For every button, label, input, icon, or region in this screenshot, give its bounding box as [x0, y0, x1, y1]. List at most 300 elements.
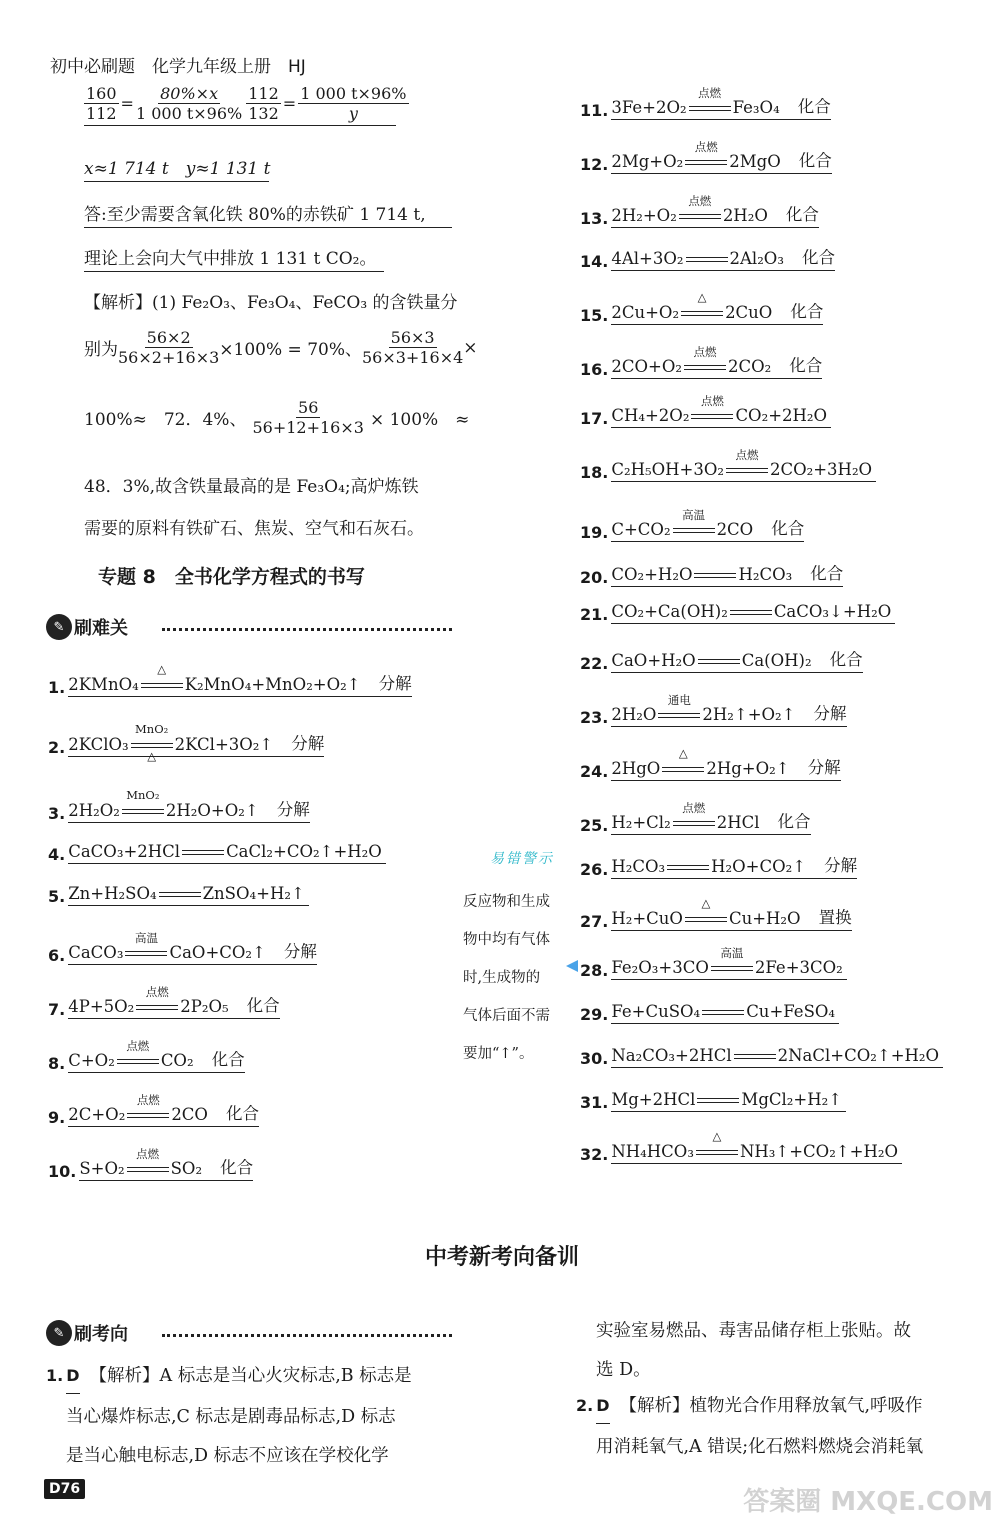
equation-row: [580, 852, 857, 879]
note-title: 易错警示: [490, 851, 554, 867]
equation-number: 3.: [48, 804, 66, 823]
equation-body: [611, 345, 823, 379]
reaction-equals: [682, 345, 728, 376]
equation-number: 21.: [580, 605, 609, 624]
reaction-equals: [679, 290, 725, 322]
reaction-condition: 高温: [720, 946, 744, 960]
reactants: 2H₂O₂: [68, 801, 120, 820]
equals-sign: =: [120, 94, 134, 113]
reactants: 2CO+O₂: [611, 357, 682, 376]
page-header: 初中必刷题 化学九年级上册 HJ: [50, 57, 306, 77]
equation-body: [611, 1002, 839, 1024]
reaction-condition: 高温: [682, 508, 706, 522]
answer-line-2: 理论上会向大气中排放 1 131 t CO₂。: [84, 244, 384, 272]
equation-body: [611, 1090, 846, 1112]
equation-number: 15.: [580, 306, 609, 325]
q1-cont-line: 实验室易燃品、毒害品储存柜上张贴。故: [596, 1321, 911, 1341]
equation-body: [68, 1039, 245, 1073]
products: 2Fe+3CO₂: [754, 958, 843, 977]
products: H₂CO₃: [738, 565, 793, 584]
equation-body: [611, 602, 895, 624]
reaction-condition: 通电: [667, 693, 691, 707]
products: 2Hg+O₂↑: [706, 759, 790, 778]
reaction-equals: [724, 448, 770, 479]
denominator: 1 000 t×96%: [135, 104, 243, 123]
q1-text: 【解析】A 标志是当心火灾标志,B 标志是: [89, 1366, 412, 1386]
products: 2H₂↑+O₂↑: [702, 705, 796, 724]
reaction-type: 置换: [818, 908, 852, 927]
reactants: 2HgO: [611, 759, 661, 778]
watermark: 答案圈 MXQE.COM: [743, 1487, 993, 1517]
fraction: [298, 84, 408, 123]
equation-body: [68, 722, 325, 763]
equation-row: [580, 560, 843, 587]
reactants: 2Cu+O₂: [611, 303, 680, 322]
note-line: 要加“↑”。: [463, 1046, 534, 1062]
fraction: [84, 84, 119, 123]
reaction-type: 化合: [785, 205, 819, 224]
reaction-equals: [671, 801, 717, 832]
section-badge-hard: [46, 614, 128, 640]
reaction-condition: 点燃: [735, 448, 759, 462]
reactants: CH₄+2O₂: [611, 406, 690, 425]
equation-body: [611, 896, 852, 931]
equation-number: 4.: [48, 845, 66, 864]
products: 2CuO: [725, 303, 773, 322]
answer-letter: D: [596, 1390, 609, 1424]
reaction-type: 化合: [797, 97, 831, 116]
reactants: NH₄HCO₃: [611, 1142, 694, 1161]
note-line: 气体后面不需: [463, 1008, 550, 1024]
q1-line: 是当心触电标志,D 标志不应该在学校化学: [66, 1446, 389, 1466]
reaction-equals: [671, 508, 717, 539]
reaction-condition: △: [697, 290, 707, 304]
analysis-line-5: 需要的原料有铁矿石、焦炭、空气和石灰石。: [84, 519, 424, 539]
reaction-type: 化合: [801, 248, 835, 267]
answer-line-1: 答:至少需要含氧化铁 80%的赤铁矿 1 714 t,: [84, 200, 452, 228]
section-badge-exam: [46, 1320, 128, 1346]
equation-number: 14.: [580, 252, 609, 271]
products: Fe₃O₄: [732, 98, 780, 117]
reactants: C+O₂: [68, 1051, 115, 1070]
products: 2H₂O: [722, 206, 768, 225]
products: ZnSO₄+H₂↑: [202, 884, 305, 903]
equation-row: [48, 1093, 259, 1127]
q2-text: 【解析】植物光合作用释放氧气,呼吸作: [619, 1396, 923, 1416]
analysis-line-2: [84, 328, 478, 367]
analysis-line-4: 48．3%,故含铁量最高的是 Fe₃O₄;高炉炼铁: [84, 477, 419, 497]
equation-number: 11.: [580, 101, 609, 120]
reaction-equals: [695, 1091, 741, 1109]
equation-row: [580, 140, 832, 174]
reactants: H₂+Cl₂: [611, 813, 671, 832]
products: CaCl₂+CO₂↑+H₂O: [226, 842, 382, 861]
calc-result: x≈1 714 t y≈1 131 t: [84, 154, 269, 182]
reaction-equals: [694, 1129, 740, 1161]
equation-row: [580, 746, 841, 781]
products: Ca(OH)₂: [741, 651, 812, 670]
products: 2MgO: [729, 152, 781, 171]
proportion-equations: [84, 84, 407, 126]
dotted-divider: [162, 628, 452, 631]
equation-number: 20.: [580, 568, 609, 587]
numerator: 56×3: [390, 328, 435, 347]
fraction: [136, 84, 242, 123]
equation-body: [611, 746, 841, 781]
reaction-type: 化合: [211, 1050, 245, 1069]
equation-body: [68, 662, 412, 697]
equation-body: [611, 946, 846, 980]
equation-number: 32.: [580, 1145, 609, 1164]
equation-number: 10.: [48, 1162, 77, 1181]
section-title: 中考新考向备训: [425, 1245, 580, 1270]
reactants: 2H₂+O₂: [611, 206, 677, 225]
products: 2CO: [716, 520, 754, 539]
reactants: Na₂CO₃+2HCl: [611, 1046, 732, 1065]
reaction-type: 化合: [771, 519, 805, 538]
equation-body: [611, 693, 847, 727]
reaction-equals: [115, 1039, 161, 1070]
reactants: C₂H₅OH+3O₂: [611, 460, 724, 479]
products: CaCO₃↓+H₂O: [773, 602, 892, 621]
equation-row: [580, 290, 824, 325]
equation-number: 5.: [48, 887, 66, 906]
equation-number: 16.: [580, 360, 609, 379]
reaction-equals: [125, 1093, 171, 1124]
reaction-equals: [180, 843, 226, 861]
equation-number: 25.: [580, 816, 609, 835]
error-note: [463, 888, 571, 1068]
equation-body: [611, 194, 819, 228]
reaction-condition-below: △: [147, 749, 157, 763]
reactants: CaO+H₂O: [611, 651, 696, 670]
products: CO₂+2H₂O: [735, 406, 828, 425]
book-icon: ✎: [46, 614, 72, 640]
equation-body: [79, 1147, 254, 1181]
equation-number: 29.: [580, 1005, 609, 1024]
reaction-type: 化合: [246, 996, 280, 1015]
products: 2H₂O+O₂↑: [165, 801, 259, 820]
reactants: H₂CO₃: [611, 857, 666, 876]
reaction-equals: [728, 603, 774, 621]
equation-body: [611, 508, 805, 542]
answer-letter: D: [66, 1360, 79, 1394]
reaction-condition: 点燃: [700, 394, 724, 408]
reaction-equals: [134, 985, 180, 1016]
q1-line: [46, 1360, 456, 1394]
reaction-equals: [157, 885, 203, 903]
numerator: 56: [298, 398, 319, 417]
reaction-equals: [125, 1147, 171, 1178]
reaction-equals: [692, 566, 738, 584]
reaction-equals: [700, 1003, 746, 1021]
equation-row: [580, 345, 823, 379]
q1-line: 当心爆炸标志,C 标志是剧毒品标志,D 标志: [66, 1407, 396, 1427]
equation-number: 19.: [580, 523, 609, 542]
equation-row: [580, 946, 847, 980]
equation-row: [48, 842, 386, 864]
denominator: y: [348, 104, 358, 123]
equation-number: 8.: [48, 1054, 66, 1073]
reaction-equals: [689, 394, 735, 425]
products: 2CO₂+3H₂O: [769, 460, 873, 479]
equation-number: 22.: [580, 654, 609, 673]
reaction-condition: △: [157, 662, 167, 676]
denominator: 56+12+16×3: [252, 418, 364, 437]
equation-row: [48, 985, 280, 1019]
equation-number: 17.: [580, 409, 609, 428]
book-icon: ✎: [46, 1320, 72, 1346]
equation-number: 7.: [48, 1000, 66, 1019]
reaction-equals: [683, 896, 729, 928]
reaction-condition: MnO₂: [135, 722, 169, 736]
equation-body: [68, 985, 280, 1019]
equation-number: 27.: [580, 912, 609, 931]
reactants: CO₂+Ca(OH)₂: [611, 602, 728, 621]
equation-row: [580, 1129, 902, 1164]
question-1: [46, 1360, 456, 1472]
equation-number: 6.: [48, 946, 66, 965]
equation-body: [611, 1129, 902, 1164]
reactants: Fe+CuSO₄: [611, 1002, 701, 1021]
equation-body: [611, 646, 862, 673]
equation-number: 13.: [580, 209, 609, 228]
equation-body: [611, 244, 835, 271]
numerator: 80%×x: [160, 84, 219, 103]
q1-cont-line: 选 D。: [596, 1360, 651, 1380]
text: × 100% ≈: [369, 410, 470, 430]
reactants: H₂+CuO: [611, 909, 683, 928]
equation-number: 2.: [48, 738, 66, 757]
reaction-equals: [120, 788, 166, 820]
denominator: 56×2+16×3: [118, 348, 220, 367]
reaction-condition: 点燃: [126, 1039, 150, 1053]
badge-label: 刷考向: [74, 1324, 128, 1345]
products: Cu+FeSO₄: [746, 1002, 836, 1021]
equation-body: [611, 394, 831, 428]
reaction-type: 分解: [283, 942, 317, 961]
equation-body: [68, 931, 317, 965]
reaction-type: 分解: [807, 758, 841, 777]
reaction-condition: 高温: [134, 931, 158, 945]
denominator: 132: [248, 104, 279, 123]
equation-body: [68, 1093, 259, 1127]
reaction-condition: 点燃: [145, 985, 169, 999]
products: MgCl₂+H₂↑: [741, 1090, 843, 1109]
equation-body: [611, 290, 824, 325]
reaction-type: 分解: [276, 800, 310, 819]
equation-number: 18.: [580, 463, 609, 482]
reaction-equals: [696, 652, 742, 670]
reaction-type: 化合: [798, 151, 832, 170]
equation-row: [48, 788, 310, 823]
topic-title: 专题 8 全书化学方程式的书写: [98, 566, 365, 588]
equation-body: [611, 560, 843, 587]
reactants: 4Al+3O₂: [611, 249, 684, 268]
reactants: C+CO₂: [611, 520, 671, 539]
reactants: CaCO₃+2HCl: [68, 842, 181, 861]
fraction: [252, 398, 363, 437]
products: 2CO: [171, 1105, 208, 1124]
reaction-equals: [732, 1047, 778, 1065]
products: 2CO₂: [727, 357, 772, 376]
equation-body: [68, 842, 386, 864]
equation-body: [611, 1046, 943, 1068]
reactants: Zn+H₂SO₄: [68, 884, 157, 903]
products: 2KCl+3O₂↑: [174, 735, 274, 754]
reaction-condition: 点燃: [136, 1147, 160, 1161]
text: ×: [463, 337, 478, 358]
reaction-equals: [709, 946, 755, 977]
dotted-divider: [162, 1334, 452, 1337]
reaction-condition: 点燃: [688, 194, 712, 208]
analysis-line-1: 【解析】(1) Fe₂O₃、Fe₃O₄、FeCO₃ 的含铁量分: [84, 293, 458, 313]
numerator: 160: [86, 84, 117, 103]
question-number: 2.: [576, 1396, 594, 1415]
reactants: S+O₂: [79, 1159, 125, 1178]
equation-row: [48, 884, 309, 906]
text: 100%≈ 72．4%、: [84, 410, 247, 430]
equation-body: [611, 801, 811, 835]
question-2: [576, 1390, 986, 1463]
reaction-equals: [123, 931, 169, 962]
reactants: Mg+2HCl: [611, 1090, 696, 1109]
reaction-condition: 点燃: [682, 801, 706, 815]
equation-body: [611, 140, 832, 174]
reaction-type: 分解: [813, 704, 847, 723]
reaction-condition: 点燃: [694, 140, 718, 154]
reaction-type: 化合: [790, 302, 824, 321]
denominator: 56×3+16×4: [361, 348, 464, 367]
reactants: 2Mg+O₂: [611, 152, 684, 171]
reaction-condition: △: [678, 746, 688, 760]
equation-number: 31.: [580, 1093, 609, 1112]
reaction-equals: [687, 86, 733, 117]
products: 2HCl: [716, 813, 760, 832]
badge-label: 刷难关: [74, 618, 128, 639]
reaction-equals: [677, 194, 723, 225]
reaction-condition: △: [701, 896, 711, 910]
equation-row: [580, 194, 819, 228]
products: 2P₂O₅: [180, 997, 229, 1016]
products: NH₃↑+CO₂↑+H₂O: [739, 1142, 898, 1161]
equation-number: 23.: [580, 708, 609, 727]
reaction-condition: 点燃: [693, 345, 717, 359]
products: CO₂: [160, 1051, 194, 1070]
arrow-pointer-icon: [566, 960, 578, 972]
reaction-type: 分解: [378, 674, 412, 693]
reaction-type: 化合: [810, 564, 844, 583]
equation-number: 30.: [580, 1049, 609, 1068]
fraction: [246, 84, 281, 123]
reaction-equals: [656, 693, 702, 724]
text: 别为: [84, 340, 118, 360]
equation-row: [48, 1147, 254, 1181]
equation-row: [580, 394, 831, 428]
products: 2NaCl+CO₂↑+H₂O: [777, 1046, 940, 1065]
equation-number: 26.: [580, 860, 609, 879]
equation-row: [580, 448, 876, 482]
reaction-condition: MnO₂: [126, 788, 160, 802]
reactants: 4P+5O₂: [68, 997, 135, 1016]
q2-line: 用消耗氧气,A 错误;化石燃料燃烧会消耗氧: [596, 1437, 924, 1457]
note-line: 反应物和生成: [463, 894, 550, 910]
equation-row: [48, 662, 412, 697]
reaction-condition: △: [712, 1129, 722, 1143]
equation-row: [580, 1090, 846, 1112]
reaction-type: 分解: [291, 734, 325, 753]
equation-number: 24.: [580, 762, 609, 781]
equals-sign: =: [282, 94, 297, 113]
reaction-equals: [660, 746, 706, 778]
reaction-equals: [139, 662, 185, 694]
text: ×100% = 70%、: [219, 340, 362, 360]
reaction-condition: 点燃: [698, 86, 722, 100]
reaction-equals: [665, 858, 711, 876]
equation-row: [48, 722, 325, 763]
denominator: 112: [86, 104, 117, 123]
note-line: 时,生成物的: [463, 970, 541, 986]
equation-number: 28.: [580, 961, 609, 980]
note-line: 物中均有气体: [463, 932, 550, 948]
equation-body: [611, 86, 831, 120]
equation-body: [68, 788, 310, 823]
equation-row: [580, 1002, 839, 1024]
numerator: 112: [248, 84, 279, 103]
equation-body: [68, 884, 309, 906]
reaction-type: 化合: [789, 356, 823, 375]
products: Cu+H₂O: [728, 909, 801, 928]
numerator: 56×2: [146, 328, 191, 347]
equation-number: 12.: [580, 155, 609, 174]
equation-number: 9.: [48, 1108, 66, 1127]
analysis-line-3: [84, 398, 469, 437]
equation-number: 1.: [48, 678, 66, 697]
equation-row: [580, 602, 895, 624]
fraction: [118, 328, 219, 367]
reactants: Fe₂O₃+3CO: [611, 958, 709, 977]
reaction-type: 化合: [829, 650, 863, 669]
reaction-type: 化合: [225, 1104, 259, 1123]
equation-row: [580, 1046, 943, 1068]
reactants: CO₂+H₂O: [611, 565, 693, 584]
equation-row: [580, 244, 835, 271]
equation-row: [580, 693, 847, 727]
numerator: 1 000 t×96%: [300, 84, 407, 103]
equation-row: [580, 508, 805, 542]
page-number: D76: [44, 1479, 85, 1499]
products: H₂O+CO₂↑: [711, 857, 807, 876]
reactants: 3Fe+2O₂: [611, 98, 687, 117]
reaction-equals: [129, 722, 175, 763]
equation-row: [580, 86, 831, 120]
equation-row: [580, 801, 811, 835]
equation-row: [48, 931, 317, 965]
q2-line: [576, 1390, 986, 1424]
reaction-equals: [684, 250, 730, 268]
equation-body: [611, 448, 876, 482]
products: SO₂: [170, 1159, 203, 1178]
fraction: [362, 328, 463, 367]
reaction-condition: 点燃: [136, 1093, 160, 1107]
products: CaO+CO₂↑: [169, 943, 266, 962]
equation-body: [611, 852, 857, 879]
reactants: 2C+O₂: [68, 1105, 126, 1124]
reactants: 2H₂O: [611, 705, 657, 724]
equation-row: [580, 646, 863, 673]
equation-row: [580, 896, 852, 931]
reaction-type: 分解: [824, 856, 858, 875]
